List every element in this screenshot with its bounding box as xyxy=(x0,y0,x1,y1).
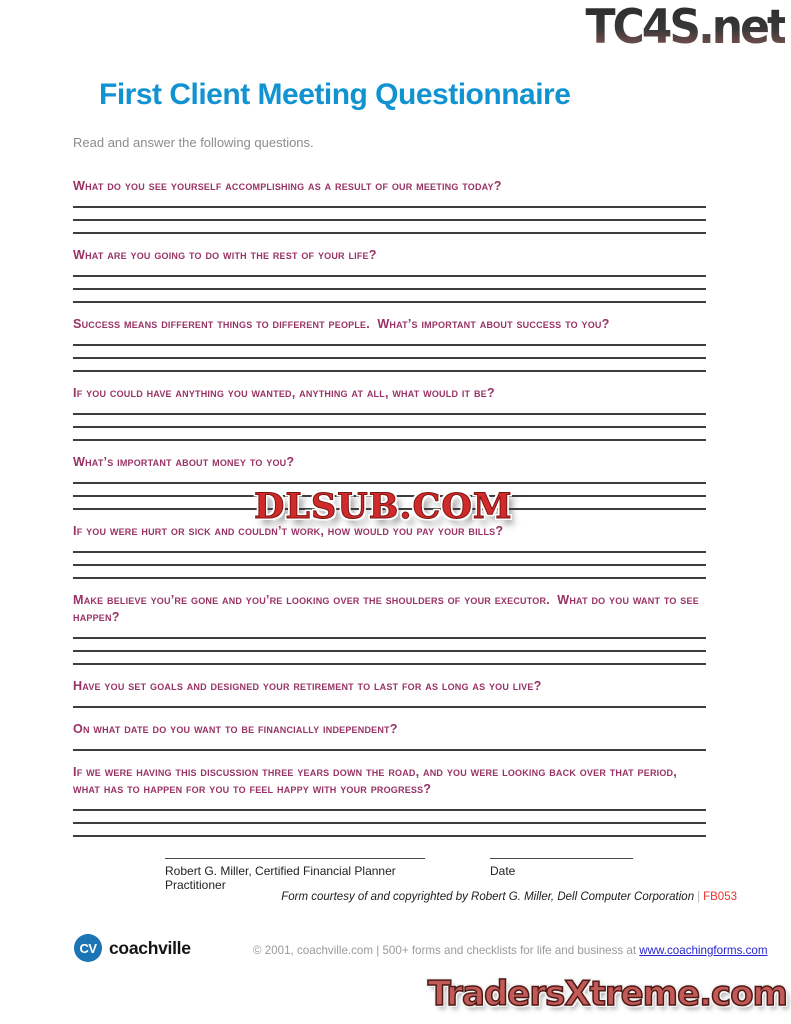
form-credit-separator: | xyxy=(697,891,701,903)
date-label: Date xyxy=(490,864,516,878)
answer-line xyxy=(73,232,706,234)
answer-line xyxy=(73,809,706,811)
question-block xyxy=(73,178,706,234)
dlsub-watermark: DLSUB.COM xyxy=(254,486,513,527)
answer-line xyxy=(73,288,706,290)
answer-line xyxy=(73,275,706,277)
question-block xyxy=(73,678,706,708)
coachville-logo xyxy=(74,934,191,962)
page-title: First Client Meeting Questionnaire xyxy=(99,78,571,111)
question-text: What do you see yourself accomplishing as a result of our meeting today? xyxy=(73,179,502,193)
coachingforms-link[interactable]: www.coachingforms.com xyxy=(639,944,768,957)
form-credit xyxy=(0,891,737,903)
question-block xyxy=(73,592,706,665)
question-block xyxy=(73,385,706,441)
tradersxtreme-watermark: TradersXtreme.com xyxy=(427,974,787,1014)
question-block xyxy=(73,764,706,837)
footer-copyright-text: © 2001, coachville.com | 500+ forms and checklists for life and business at xyxy=(253,944,640,957)
signature-line xyxy=(165,858,425,859)
answer-line xyxy=(73,637,706,639)
question-text: Success means different things to different people. What’s important about success to you? xyxy=(73,317,610,331)
question-text: On what date do you want to be financially independent? xyxy=(73,722,398,736)
question-block xyxy=(73,721,706,751)
signature-block xyxy=(165,858,425,892)
question-block xyxy=(73,316,706,372)
instructions-text: Read and answer the following questions. xyxy=(73,135,314,150)
answer-line xyxy=(73,564,706,566)
coachville-logo-icon: CV xyxy=(74,934,102,962)
answer-line xyxy=(73,439,706,441)
question-text: If we were having this discussion three years down the road, and you were looking back over that period, what has to happen for you to feel happy with your progress? xyxy=(73,765,681,796)
coachville-logo-text: coachville xyxy=(109,937,191,958)
answer-line xyxy=(73,822,706,824)
form-credit-text: Form courtesy of and copyrighted by Robert G. Miller, Dell Computer Corporation xyxy=(281,891,695,903)
answer-line xyxy=(73,577,706,579)
signature-name-label: Robert G. Miller, Certified Financial Planner Practitioner xyxy=(165,864,396,892)
answer-line xyxy=(73,551,706,553)
question-text: What are you going to do with the rest of your life? xyxy=(73,248,377,262)
question-text: If you could have anything you wanted, anything at all, what would it be? xyxy=(73,386,495,400)
answer-line xyxy=(73,749,706,751)
answer-line xyxy=(73,206,706,208)
answer-line xyxy=(73,357,706,359)
question-text: If you were hurt or sick and couldn’t work, how would you pay your bills? xyxy=(73,524,504,538)
answer-line xyxy=(73,706,706,708)
answer-line xyxy=(73,650,706,652)
answer-line xyxy=(73,663,706,665)
answer-line xyxy=(73,301,706,303)
answer-line xyxy=(73,482,706,484)
answer-line xyxy=(73,344,706,346)
answer-line xyxy=(73,219,706,221)
question-block xyxy=(73,247,706,303)
question-text: What’s important about money to you? xyxy=(73,455,295,469)
date-block xyxy=(490,858,633,878)
date-line xyxy=(490,858,633,859)
answer-line xyxy=(73,835,706,837)
question-text: Have you set goals and designed your retirement to last for as long as you live? xyxy=(73,679,542,693)
footer-copyright xyxy=(253,944,768,957)
form-code: FB053 xyxy=(703,891,737,903)
answer-line xyxy=(73,370,706,372)
tc4s-watermark: TC4S.net xyxy=(585,0,785,55)
question-text: Make believe you’re gone and you’re looking over the shoulders of your executor. What do you want to see happen? xyxy=(73,593,703,624)
question-block xyxy=(73,523,706,579)
answer-line xyxy=(73,413,706,415)
answer-line xyxy=(73,426,706,428)
